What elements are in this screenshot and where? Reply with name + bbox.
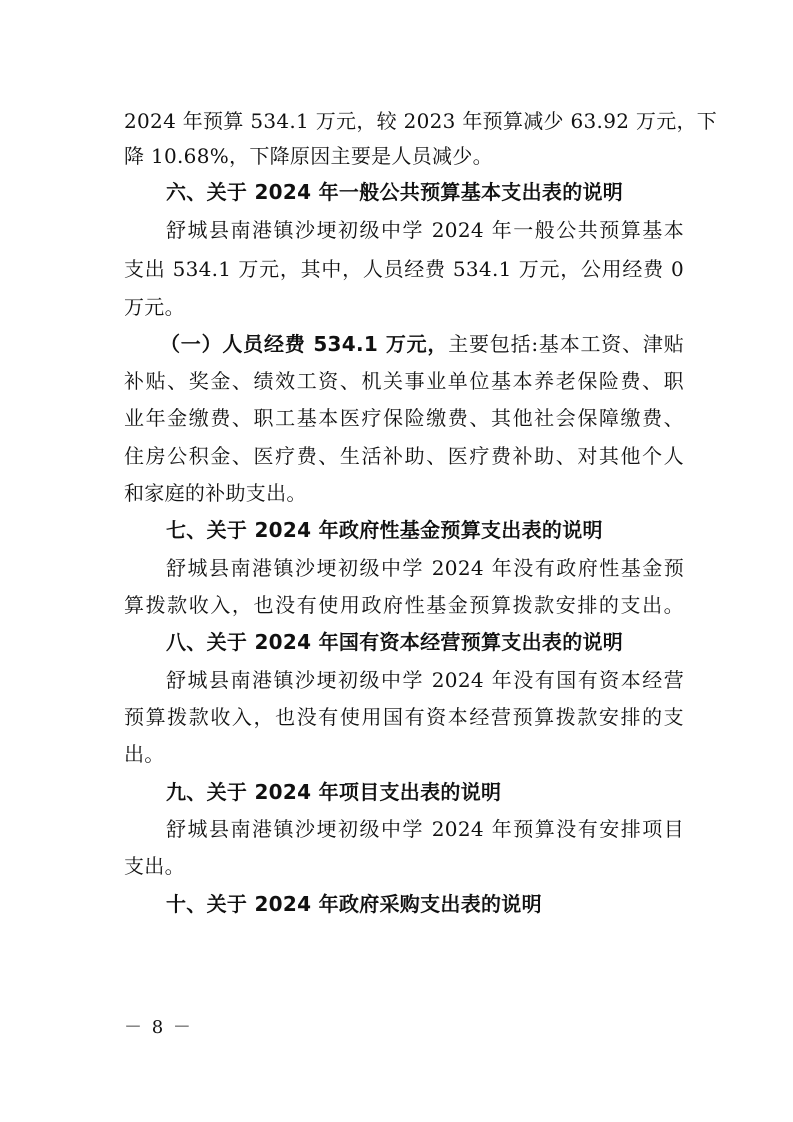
body-text-line: 出。 [124,742,165,766]
body-text-line: 预算拨款收入，也没有使用国有资本经营预算拨款安排的支 [124,705,684,729]
body-text-line: 业年金缴费、职工基本医疗保险缴费、其他社会保障缴费、 [124,406,684,430]
body-text-line: 万元。 [124,295,185,319]
section-heading-7: 七、关于 2024 年政府性基金预算支出表的说明 [166,518,603,542]
body-text-line: 算拨款收入，也没有使用政府性基金预算拨款安排的支出。 [124,593,684,617]
body-text-line: 支出 534.1 万元，其中，人员经费 534.1 万元，公用经费 0 [124,257,684,281]
section-heading-9: 九、关于 2024 年项目支出表的说明 [166,780,502,804]
body-text-line: 舒城县南港镇沙埂初级中学 2024 年预算没有安排项目 [166,817,684,841]
personnel-expense-label: （一）人员经费 534.1 万元， [160,332,449,356]
personnel-expense-line [160,331,684,357]
body-text-line: 降 10.68%，下降原因主要是人员减少。 [124,144,493,168]
body-text-line: 住房公积金、医疗费、生活补助、医疗费补助、对其他个人 [124,444,684,468]
section-heading-8: 八、关于 2024 年国有资本经营预算支出表的说明 [166,630,624,654]
section-heading-10: 十、关于 2024 年政府采购支出表的说明 [166,892,542,916]
personnel-expense-text: 主要包括:基本工资、津贴 [448,332,684,356]
body-text-line: 2024 年预算 534.1 万元，较 2023 年预算减少 63.92 万元，下 [124,109,718,133]
body-text-line: 补贴、奖金、绩效工资、机关事业单位基本养老保险费、职 [124,369,684,393]
body-text-line: 和家庭的补助支出。 [124,481,307,505]
page-number: － 8 － [124,1017,193,1038]
body-text-line: 舒城县南港镇沙埂初级中学 2024 年没有国有资本经营 [166,668,684,692]
body-text-line: 舒城县南港镇沙埂初级中学 2024 年没有政府性基金预 [166,556,684,580]
section-heading-6: 六、关于 2024 年一般公共预算基本支出表的说明 [166,180,624,204]
body-text-line: 支出。 [124,854,185,878]
body-text-line: 舒城县南港镇沙埂初级中学 2024 年一般公共预算基本 [166,218,684,242]
